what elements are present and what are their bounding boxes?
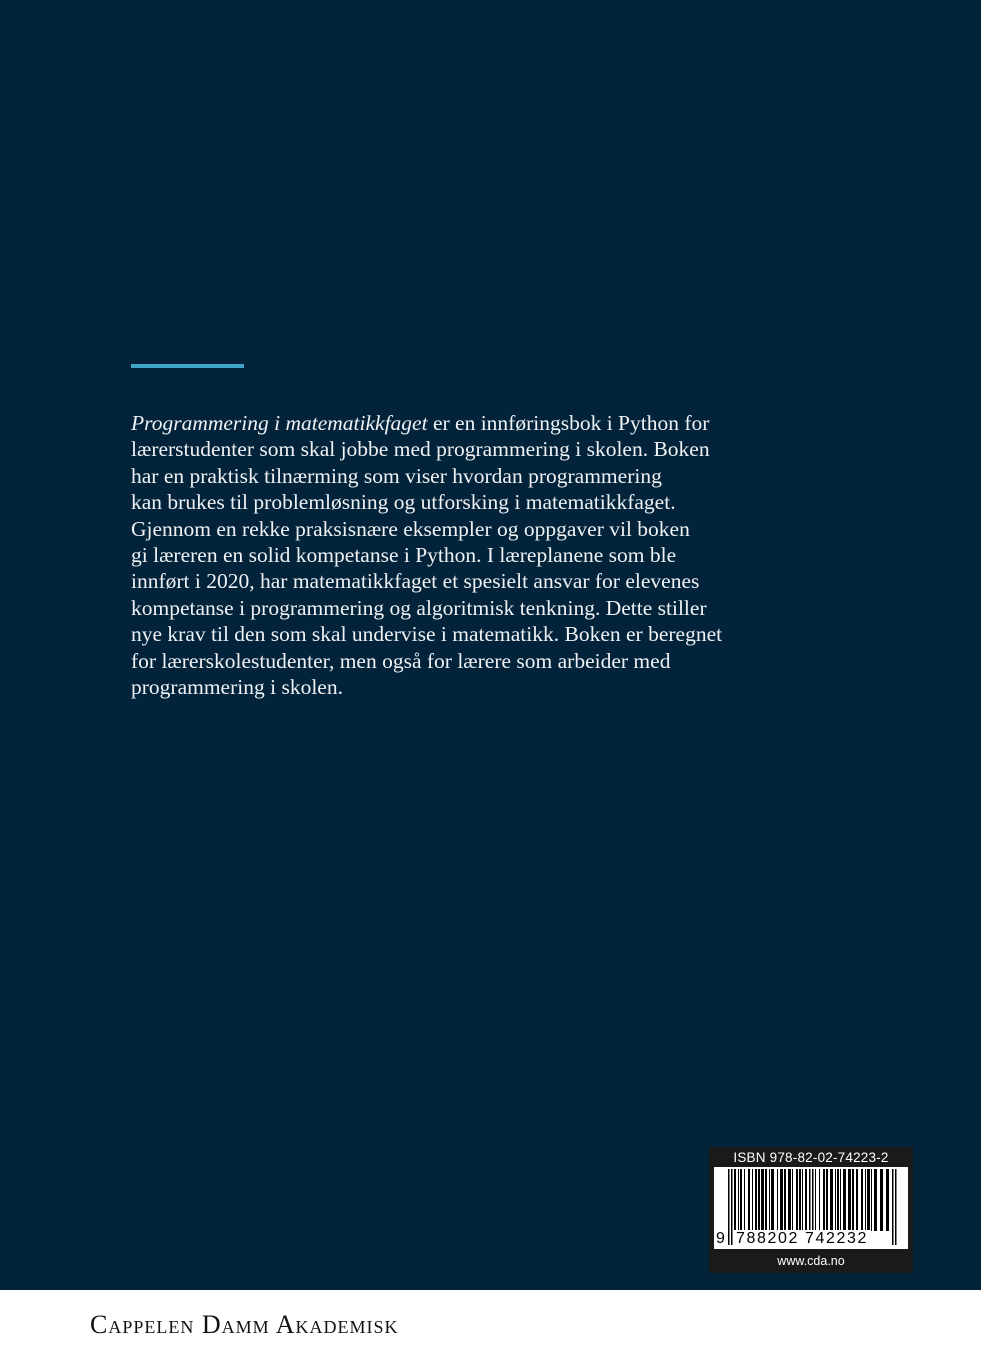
isbn-label: ISBN 978-82-02-74223-2 [733, 1150, 889, 1165]
blurb-line: kan brukes til problemløsning og utforsking i matematikkfaget. [131, 490, 676, 515]
blurb-line: lærerstudenter som skal jobbe med programmering i skolen. Boken [131, 437, 710, 462]
barcode-number: 788202 742232 [736, 1230, 869, 1247]
blurb-line: innført i 2020, har matematikkfaget et spesielt ansvar for elevenes [131, 569, 700, 594]
barcode [714, 1167, 908, 1249]
book-title: Programmering i matematikkfaget [131, 411, 428, 435]
blurb-line: Programmering i matematikkfaget er en innføringsbok i Python for [131, 411, 710, 435]
publisher-name: Cappelen Damm Akademisk [90, 1310, 399, 1339]
isbn-barcode-box [709, 1147, 913, 1273]
blurb-line: kompetanse i programmering og algoritmisk tenkning. Dette stiller [131, 595, 707, 620]
blurb-line: nye krav til den som skal undervise i matematikk. Boken er beregnet [131, 622, 723, 647]
blurb-line: gi læreren en solid kompetanse i Python. I læreplanene som ble [131, 543, 677, 568]
publisher-website: www.cda.no [777, 1254, 845, 1268]
accent-line [131, 364, 244, 368]
blurb-line: for lærerskolestudenter, men også for lærere som arbeider med [131, 648, 671, 673]
blurb-line: programmering i skolen. [131, 675, 343, 700]
blurb-line: Gjennom en rekke praksisnære eksempler og oppgaver vil boken [131, 516, 690, 541]
blurb-text [131, 410, 821, 700]
blurb-line: har en praktisk tilnærming som viser hvordan programmering [131, 463, 662, 488]
barcode-first-digit: 9 [716, 1230, 727, 1247]
